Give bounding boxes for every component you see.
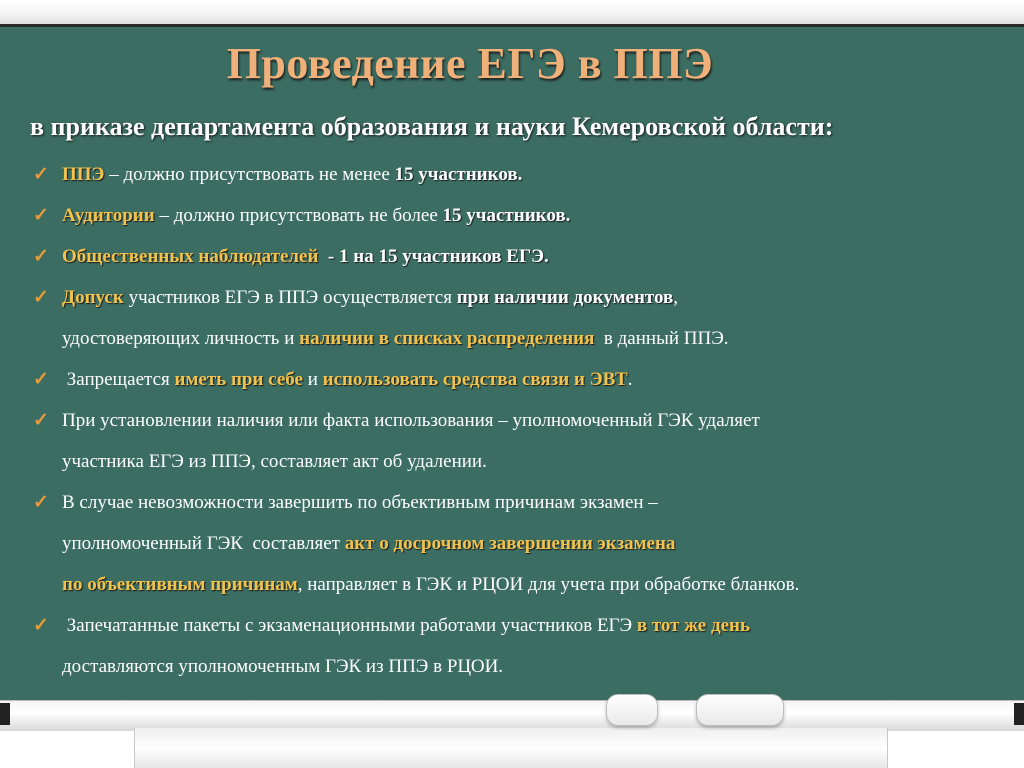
list-item-continuation: удостоверяющих личность и наличии в списках распределения в данный ППЭ. [62,328,729,349]
list-item-continuation: участника ЕГЭ из ППЭ, составляет акт об удалении. [62,451,487,472]
checkmark-icon: ✓ [33,246,49,267]
checkmark-icon: ✓ [33,410,49,431]
list-item: Запрещается иметь при себе и использовать средства связи и ЭВТ. [62,369,633,390]
list-item: Аудитории – должно присутствовать не более 15 участников. [62,205,571,226]
checkmark-icon: ✓ [33,615,49,636]
checkmark-icon: ✓ [33,492,49,513]
checkmark-icon: ✓ [33,369,49,390]
board-stand [134,728,888,768]
list-item: Запечатанные пакеты с экзаменационными работами участников ЕГЭ в тот же день [62,615,751,636]
tray-edge-left [0,703,10,725]
chalk-tray [0,700,1024,731]
checkmark-icon: ✓ [33,205,49,226]
slide-title: Проведение ЕГЭ в ППЭ [226,39,714,88]
checkmark-icon: ✓ [33,287,49,308]
tray-edge-right [1014,703,1024,725]
checkmark-icon: ✓ [33,164,49,185]
list-item: При установлении наличия или факта использования – уполномоченный ГЭК удаляет [62,410,760,431]
list-item-continuation: по объективным причинам, направляет в ГЭК и РЦОИ для учета при обработке бланков. [62,574,800,595]
list-item: ППЭ – должно присутствовать не менее 15 участников. [62,164,523,185]
list-item: Общественных наблюдателей - 1 на 15 участников ЕГЭ. [62,246,549,267]
slide-subtitle: в приказе департамента образования и науки Кемеровской области: [30,112,834,141]
list-item-continuation: доставляются уполномоченным ГЭК из ППЭ в РЦОИ. [62,656,504,677]
list-item: Допуск участников ЕГЭ в ППЭ осуществляется при наличии документов, [62,287,679,308]
list-item-continuation: уполномоченный ГЭК составляет акт о досрочном завершении экзамена [62,533,676,554]
list-item: В случае невозможности завершить по объективным причинам экзамен – [62,492,658,513]
